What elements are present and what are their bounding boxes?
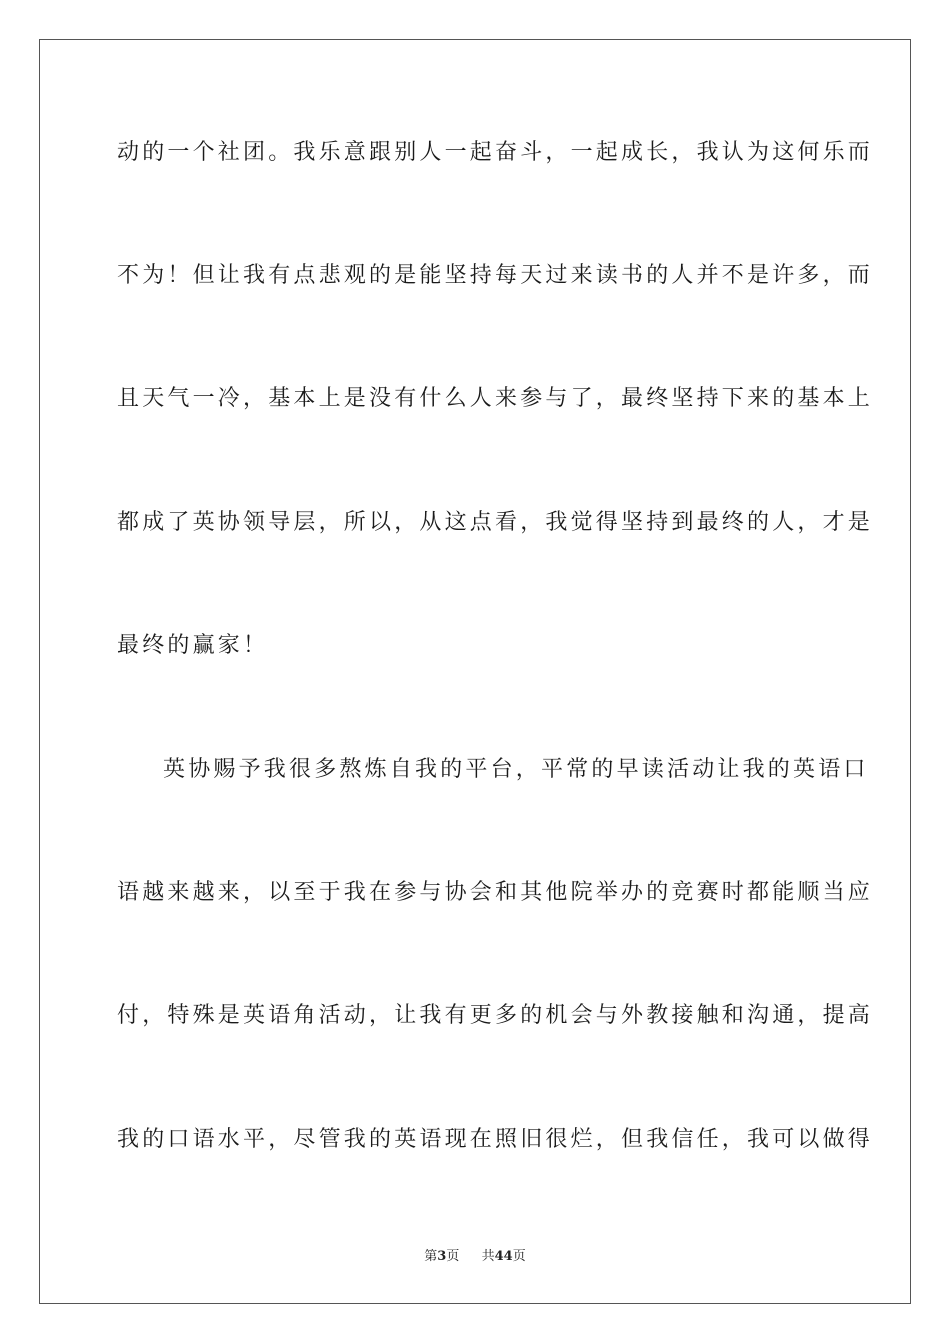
paragraph-line: 且天气一冷，基本上是没有什么人来参与了，最终坚持下来的基本上 [117, 386, 874, 411]
paragraph-line: 最终的赢家！ [117, 633, 269, 658]
page-indicator: 第3页 [424, 1249, 460, 1264]
paragraph-line: 不为！但让我有点悲观的是能坚持每天过来读书的人并不是许多，而 [117, 263, 874, 288]
paragraph-line: 语越来越来，以至于我在参与协会和其他院举办的竞赛时都能顺当应 [117, 880, 874, 905]
paragraph-line: 英协赐予我很多熬炼自我的平台，平常的早读活动让我的英语口 [163, 757, 869, 782]
paragraph-line: 动的一个社团。我乐意跟别人一起奋斗，一起成长，我认为这何乐而 [117, 140, 874, 165]
total-pages-number: 44 [494, 1249, 513, 1264]
total-pages-indicator: 共44页 [481, 1249, 526, 1264]
page-footer [0, 1248, 950, 1266]
page-border [39, 39, 911, 1304]
current-page-number: 3 [437, 1249, 447, 1264]
paragraph-line: 付，特殊是英语角活动，让我有更多的机会与外教接触和沟通，提高 [117, 1003, 874, 1028]
paragraph-line: 都成了英协领导层，所以，从这点看，我觉得坚持到最终的人，才是 [117, 510, 874, 535]
paragraph-line: 我的口语水平，尽管我的英语现在照旧很烂，但我信任，我可以做得 [117, 1127, 874, 1152]
